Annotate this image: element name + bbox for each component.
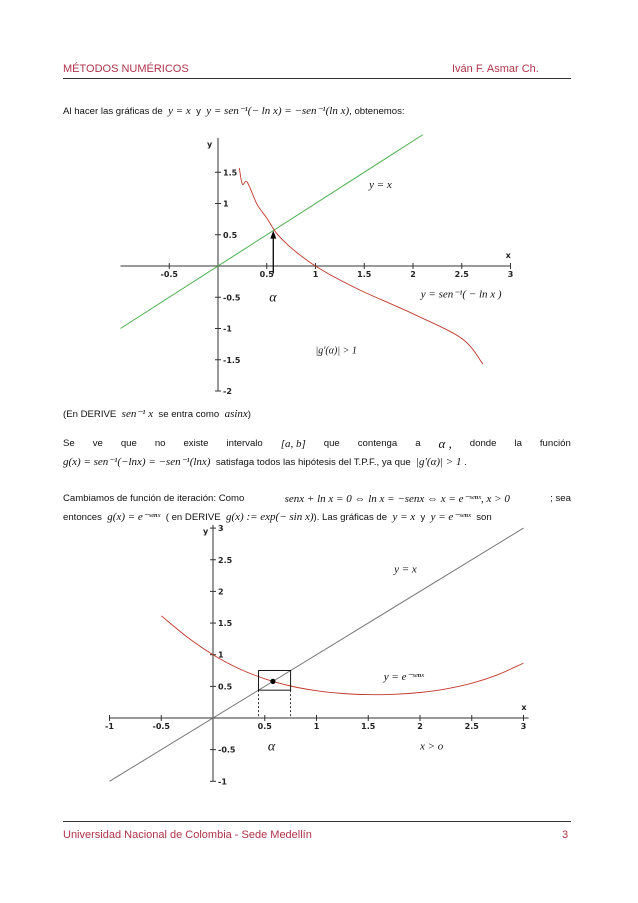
y-axis-label: y <box>207 140 213 149</box>
y-tick-label: 1 <box>218 650 224 660</box>
alpha-label: α <box>269 290 277 306</box>
header-left: MÉTODOS NUMÉRICOS <box>63 63 189 75</box>
x-tick-label: -0.5 <box>152 722 170 731</box>
footer-left: Universidad Nacional de Colombia - Sede Medellín <box>63 829 312 841</box>
word: que <box>323 438 340 449</box>
x-tick-label: 1 <box>312 270 319 279</box>
series-label-arcsin: y = sen⁻¹( − ln x ) <box>420 288 502 301</box>
y-tick-label: -1.5 <box>223 355 241 365</box>
x-axis-label: x <box>521 703 527 712</box>
x-tick-label: 3 <box>507 270 514 279</box>
text: . <box>464 457 467 468</box>
paragraph-1 <box>63 102 571 121</box>
x-tick-label: 2 <box>410 270 416 279</box>
word: donde <box>469 438 497 449</box>
justified-line <box>63 490 571 508</box>
equation: y = x <box>392 511 416 523</box>
text: entonces <box>63 512 102 523</box>
series-curve-exp-neg-sin <box>161 616 523 695</box>
paragraph-2 <box>63 405 571 424</box>
word: Se <box>63 438 75 449</box>
fixed-point-dot <box>270 679 275 684</box>
word: contenga <box>357 438 398 449</box>
domain-condition: x > o <box>420 740 444 753</box>
text: son <box>476 512 492 523</box>
chart-1 <box>115 133 530 398</box>
y-tick-label: 1.5 <box>218 619 233 629</box>
x-axis-label: x <box>505 251 511 260</box>
word: la <box>514 438 522 449</box>
x-tick-label: 2.5 <box>464 722 479 731</box>
x-tick-label: 1.5 <box>361 722 376 731</box>
word: existe <box>183 438 209 449</box>
word: intervalo <box>226 438 263 449</box>
chart-2 <box>100 524 540 795</box>
x-tick-label: 2.5 <box>454 270 469 279</box>
series-label-y-equals-x: y = x <box>394 563 417 576</box>
equation: asinx <box>224 408 248 420</box>
text: ( en DERIVE <box>165 512 221 523</box>
text: , obtenemos: <box>349 106 405 117</box>
x-tick-label: 0.5 <box>259 270 274 279</box>
x-tick-label: 0.5 <box>257 722 272 731</box>
alpha-label: α <box>267 739 276 755</box>
series-label-exp: y = e⁻ˢᵉⁿˣ <box>383 671 425 684</box>
y-axis-label: y <box>203 527 209 537</box>
derivative-inequality: |g′(α)| > 1 <box>315 345 357 357</box>
x-tick-label: -1 <box>105 722 114 731</box>
word: que <box>120 438 137 449</box>
word: ve <box>92 438 103 449</box>
header-rule <box>63 78 571 79</box>
paragraph-3 <box>63 435 571 472</box>
text: Cambiamos de función de iteración: Como <box>63 493 245 504</box>
x-tick-label: 3 <box>520 722 527 731</box>
text: y <box>196 106 201 117</box>
page-number: 3 <box>562 829 569 841</box>
word: no <box>154 438 166 449</box>
text: se entra como <box>158 409 220 420</box>
text: ). Las gráficas de <box>313 512 388 523</box>
line-2 <box>63 508 571 527</box>
x-tick-label: -0.5 <box>160 270 178 279</box>
text: satisfaga todos las hipótesis del T.P.F., ya que <box>215 457 411 468</box>
y-tick-label: 0.5 <box>218 682 233 692</box>
y-tick-label: -2 <box>223 387 232 396</box>
word: a <box>415 438 421 449</box>
text: Al hacer las gráficas de <box>63 106 163 117</box>
text: (En DERIVE <box>63 409 117 420</box>
x-tick-label: 1.5 <box>357 270 372 279</box>
y-tick-label: 2.5 <box>218 555 233 565</box>
equation: y = sen⁻¹(− ln x) = −sen⁻¹(ln x) <box>206 105 350 117</box>
equation: senx + ln x = 0 ⇔ ln x = −senx ⇔ x = e⁻ˢᵉⁿˣ, x > 0 <box>284 493 510 505</box>
text: ; sea <box>550 493 571 504</box>
y-tick-label: 3 <box>218 524 224 534</box>
line-2 <box>63 453 571 472</box>
y-tick-label: -1 <box>223 324 232 334</box>
equation: g(x) = e⁻ˢᵉⁿˣ <box>107 511 161 523</box>
y-tick-label: -0.5 <box>223 293 241 303</box>
x-tick-label: 1 <box>313 722 320 731</box>
equation: [a, b] <box>280 438 306 450</box>
footer-rule <box>63 821 571 822</box>
equation: sen⁻¹ x <box>121 408 154 420</box>
equation: g(x) := exp(− sin x) <box>225 511 314 523</box>
y-tick-label: 2 <box>218 587 224 597</box>
equation: g(x) = sen⁻¹(−lnx) = −sen⁻¹(lnx) <box>63 456 211 468</box>
series-line-y-equals-x <box>110 528 524 781</box>
y-tick-label: 1.5 <box>223 168 238 178</box>
text: ) <box>247 409 251 420</box>
header-right: Iván F. Asmar Ch. <box>452 63 539 75</box>
equation: y = e⁻ˢᵉⁿˣ <box>430 511 471 523</box>
y-tick-label: -0.5 <box>218 745 236 755</box>
equation: |g′(α)| > 1 <box>416 456 462 468</box>
equation: y = x <box>168 105 191 117</box>
word: función <box>539 438 571 449</box>
alpha-symbol: α , <box>438 436 452 451</box>
paragraph-4 <box>63 490 571 527</box>
y-tick-label: 0.5 <box>223 230 238 240</box>
y-tick-label: -1 <box>218 777 227 787</box>
series-label-y-equals-x: y = x <box>369 178 392 191</box>
justified-line <box>63 435 571 453</box>
x-tick-label: 2 <box>417 722 423 731</box>
text: y <box>420 512 426 523</box>
y-tick-label: 1 <box>223 199 229 209</box>
